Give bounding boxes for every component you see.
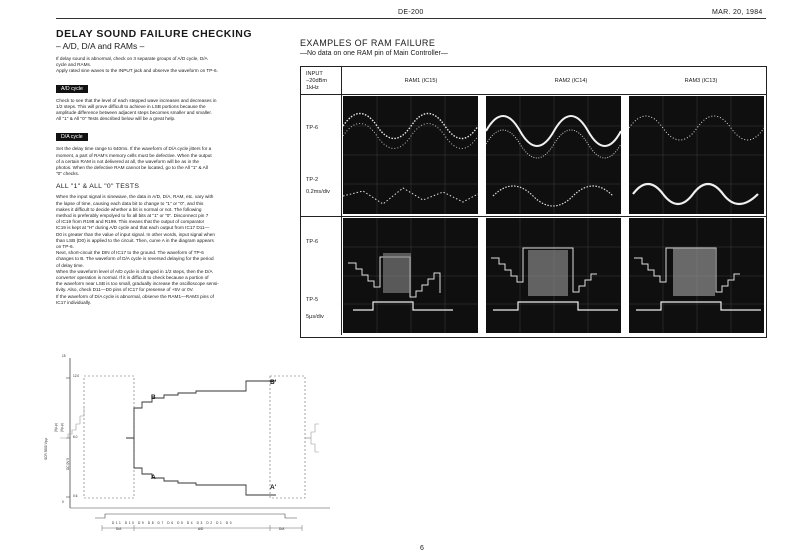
- row2-tp6: TP-6: [306, 239, 319, 245]
- section-title: DELAY SOUND FAILURE CHECKING: [56, 28, 253, 40]
- ytick-06: 0.6: [73, 494, 78, 498]
- axis-note-2: (Vp-p): [54, 423, 58, 432]
- cycle-da-right: D/A: [279, 527, 285, 531]
- row2-timebase: 5μs/div: [306, 314, 324, 320]
- scope-photo-ram2-row2: [486, 218, 621, 333]
- section-subtitle: – A/D, D/A and RAMs –: [56, 41, 145, 51]
- all-tests-paragraph: When the input signal is sinewave, the data in A/D, D/A, RAM, etc. vary with the lapse of time, causing each data bit to change to "1" or "0", and this makes it difficult to decide whether a bit is normal or not. The following method is preferably empolyed to fix all bits at "1" or "0". Disconnect pin 7 of IC19 from R198 and R199. This means that the output of comparator IC19 is kept at "H" during A/D cycle and that each output from IC17 D11— D0 is greater than the value of input signal. In other words, input signal when than LSB (D0) is applied to the circuit. Then, curve A in the diagram appears on TP-6. Next, short-circuit the DIN of IC17 to the ground. The waveform of TP-6 changes to B. The waveform of D/A cycle is reversed delaying for the period of delay time. When the waveform level of A/D cycle is changed in 1/2 steps, then the D/A converter operation is normal. If it is difficult to check because a portion of the waveform near LSB is too small, gradually increase the oscilloscope sensi- tivity. Also, check D11—D0 pins of IC17 for presense of +5V or 0V. If the waveform of D/A cycle is abnormal, observe the RAM1—RAM3 pins of IC17 individually.: [56, 194, 219, 305]
- all-tests-heading: ALL "1" & ALL "0" TESTS: [56, 183, 140, 191]
- label-a-prime: A': [270, 484, 277, 491]
- axis-note-1: SCR 3000 Vp-p: [44, 437, 48, 460]
- bit-labels: D11 D10 D9 D8 D7 D6 D5 D4 D3 D2 D1 D0: [112, 521, 234, 525]
- waveform-diagram: [40, 350, 340, 538]
- oscilloscope-table: [300, 66, 767, 338]
- left-column: [56, 28, 282, 306]
- da-cycle-tag: D/A cycle: [56, 133, 88, 141]
- column-ram3: RAM3 (IC13): [684, 78, 718, 84]
- intro-paragraph: If delay sound is abnormal, check on 3 separate groups of A/D cycle, D/A cycle and RAMs. Apply rated sine waves to the INPUT jack and observe the waveform on TP-6.: [56, 56, 218, 74]
- ad-cycle-paragraph: Check to see that the level of each stepped wave increases and decreases in 1/2 steps. This will prove difficult to achieve in LSB portions because the amplitude difference between adjacent steps becomes smaller and smaller. All "1" & All "0" Tests described below will be a great help.: [56, 97, 217, 122]
- scope-photo-ram1-row1: [343, 96, 478, 214]
- scope-photo-ram1-row2: [343, 218, 478, 333]
- row1-scope-photos: [343, 96, 764, 214]
- scope-photo-ram3-row2: [629, 218, 764, 333]
- ytick-6: 6.0: [73, 435, 78, 439]
- header-model: DE-200: [398, 9, 424, 16]
- cycle-ad: A/D: [198, 527, 204, 531]
- label-a: A: [151, 474, 156, 481]
- row1-tp6: TP-6: [306, 125, 319, 131]
- scope-photo-ram2-row1: [486, 96, 621, 214]
- ytick-0: 0: [62, 500, 64, 504]
- label-b: B: [151, 394, 156, 401]
- axis-note-3: (Vp-p): [60, 423, 64, 432]
- row1-timebase: 0.2ms/div: [306, 189, 330, 195]
- row2-scope-photos: [343, 218, 764, 333]
- row2-tp5: TP-5: [306, 297, 319, 303]
- da-cycle-paragraph: Set the delay time range to 640ms. If the waveform of D/A cycle jitters for a moment, a part of RAM's memory cells must be defective. When the output of a certain RAM is not delivered at all, the waveform will be as in the photos. When the defective RAM cannot be located, go to the All "1" & All "0" checks.: [56, 146, 212, 177]
- scope-photo-ram3-row1: [629, 96, 764, 214]
- page-number: 6: [420, 545, 424, 552]
- examples-subtitle: —No data on one RAM pin of Main Controller—: [300, 50, 448, 57]
- ytick-12: 12.0: [73, 374, 80, 378]
- input-label: INPUT −20dBm 1kHz: [306, 71, 327, 91]
- label-b-prime: B': [270, 379, 277, 386]
- examples-title: EXAMPLES OF RAM FAILURE: [300, 38, 436, 48]
- ytick-15: 15: [62, 354, 66, 358]
- cycle-da-left: D/A: [116, 527, 122, 531]
- column-ram2: RAM2 (IC14): [554, 78, 588, 84]
- ad-cycle-tag: A/D cycle: [56, 85, 88, 93]
- axis-note-4: DC 0V 5: [66, 457, 70, 470]
- row1-tp2: TP-2: [306, 177, 319, 183]
- header-date: MAR. 20, 1984: [712, 9, 763, 16]
- column-ram1: RAM1 (IC15): [404, 78, 438, 84]
- header-rule: [56, 18, 766, 19]
